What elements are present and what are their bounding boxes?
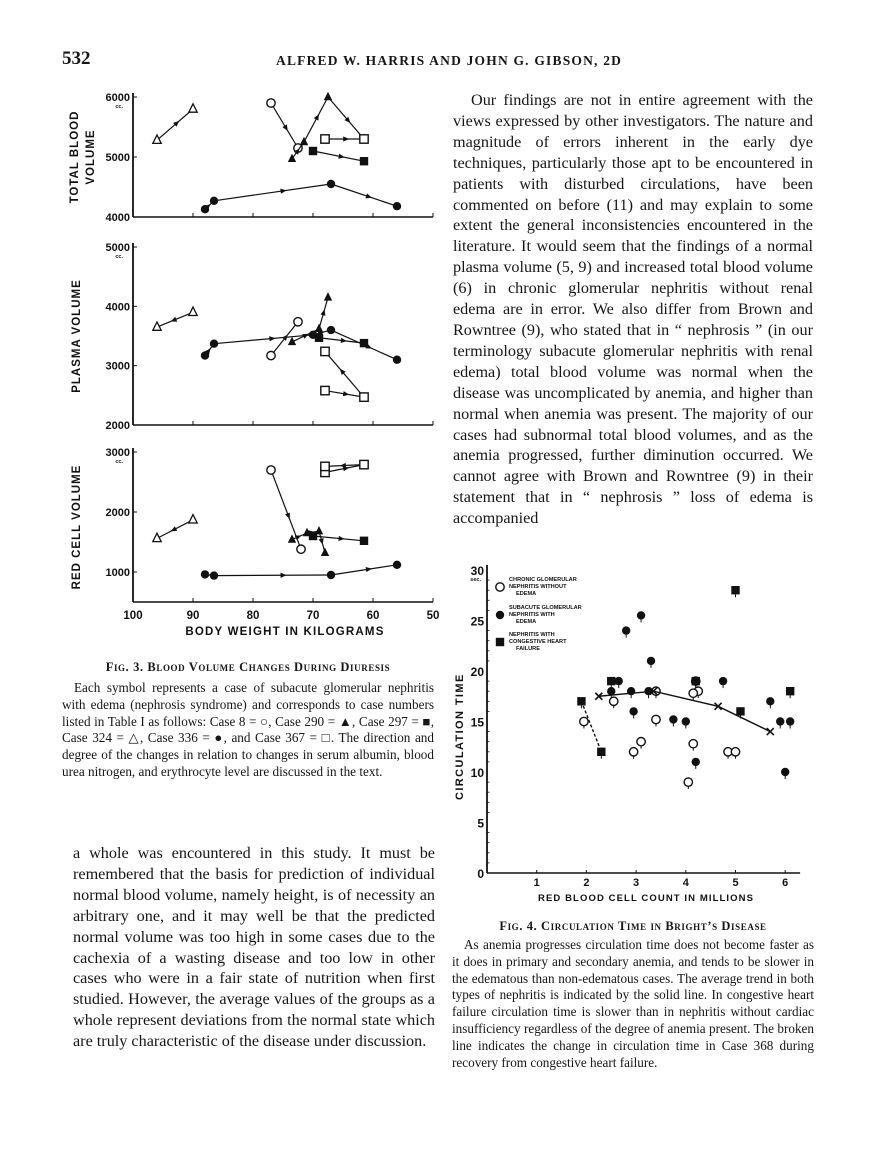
open-circle-marker [684, 778, 692, 786]
filled-circle-marker [327, 180, 335, 188]
open-circle-legend-icon [496, 583, 504, 591]
filled-circle-marker [647, 657, 655, 665]
y-tick-label: 4000 [105, 301, 130, 314]
filled-square-marker [597, 748, 605, 756]
x-tick-label: 1 [533, 877, 540, 889]
filled-square-marker [360, 537, 368, 545]
filled-square-legend-icon [496, 638, 504, 646]
open-circle-marker [294, 318, 302, 326]
direction-arrow-icon [365, 193, 372, 198]
page-number: 532 [62, 48, 91, 69]
x-tick-label: 60 [366, 610, 380, 622]
filled-circle-marker [669, 715, 677, 723]
open-square-marker [321, 386, 329, 394]
legend-label: CHRONIC GLOMERULAR [509, 577, 577, 583]
y-tick-label: 5000 [105, 242, 130, 254]
x-tick-label: 2 [583, 877, 590, 889]
series-average-trend-solid-line- [595, 688, 773, 735]
series-case-336 [201, 561, 401, 580]
filled-square-marker [736, 707, 744, 715]
series-case-367 [321, 347, 368, 401]
trend-segment [325, 351, 364, 397]
filled-circle-marker [327, 326, 335, 334]
filled-triangle-marker [315, 324, 323, 332]
direction-arrow-icon [338, 154, 344, 159]
open-triangle-marker [189, 515, 197, 523]
y-axis-label: VOLUME [85, 129, 97, 185]
figure-4-plot [440, 560, 840, 905]
filled-circle-marker [682, 717, 690, 725]
x-tick-label: 100 [123, 610, 143, 622]
filled-square-marker [309, 147, 317, 155]
filled-circle-marker [210, 197, 218, 205]
filled-triangle-marker [324, 92, 332, 100]
filled-triangle-marker [324, 292, 332, 300]
series-case-324 [153, 104, 197, 144]
direction-arrow-icon [281, 573, 287, 578]
direction-arrow-icon [280, 189, 286, 194]
y-tick-label: 20 [470, 665, 484, 679]
trend-segment [271, 103, 298, 148]
filled-circle-marker [766, 697, 774, 705]
unit-label: sec. [470, 577, 481, 583]
trend-segment [331, 565, 397, 575]
open-square-marker [321, 135, 329, 143]
legend-label: NEPHRITIS WITH [509, 632, 555, 638]
open-circle-marker [267, 466, 275, 474]
trend-segment [214, 184, 331, 201]
filled-square-marker [360, 157, 368, 165]
x-tick-label: 6 [782, 877, 789, 889]
figure-4 [440, 560, 840, 905]
open-square-marker [321, 462, 329, 470]
series-case-324 [153, 307, 197, 330]
direction-arrow-icon [340, 463, 346, 468]
filled-circle-marker [622, 626, 630, 634]
x-tick-label: 3 [633, 877, 640, 889]
y-axis-label: RED CELL VOLUME [71, 464, 83, 590]
direction-arrow-icon [343, 391, 349, 396]
trend-segment [313, 151, 364, 161]
open-circle-marker [580, 717, 588, 725]
legend-label: NEPHRITIS WITHOUT [509, 584, 567, 590]
series-case-297 [309, 147, 368, 166]
filled-circle-marker [327, 571, 335, 579]
legend-label: FAILURE [516, 646, 540, 652]
legend-label: EDEMA [516, 619, 537, 625]
open-square-marker [360, 393, 368, 401]
y-tick-label: 3000 [105, 447, 130, 459]
y-tick-label: 5 [477, 816, 484, 831]
legend-label: NEPHRITIS WITH [509, 612, 555, 618]
y-tick-label: 15 [470, 715, 484, 730]
open-circle-marker [629, 748, 637, 756]
x-tick-label: 4 [682, 877, 689, 889]
x-tick-label: 80 [246, 610, 260, 622]
filled-circle-marker [781, 768, 789, 776]
open-circle-marker [731, 748, 739, 756]
left-paragraph: a whole was encountered in this study. It must be remembered that the basis for prediction of individual normal blood volume, namely height, is of necessity an arbitrary one, and it may well be that the predicted normal volume was too high in some cases due to the cachexia of a wasting disease and too low in other cases who were in a fair state of nutrition when first studied. However, the average values of the groups as a whole represent deviations from the normal state which are truly characteristic of the disease under discussion. [73, 844, 435, 1051]
open-square-marker [360, 460, 368, 468]
fig3-panel-2 [71, 242, 433, 432]
direction-arrow-icon [366, 567, 372, 572]
open-circle-marker [610, 697, 618, 705]
y-tick-label: 1000 [105, 567, 130, 579]
filled-square-marker [731, 586, 739, 594]
running-head: ALFRED W. HARRIS AND JOHN G. GIBSON, 2D [276, 53, 623, 68]
fig4-caption-text: As anemia progresses circulation time does not become faster as it does in primary and secondary anemia, and tends to be slower in the edematous than non-edematous cases. The average trend in both types of nephritis is indicated by the solid line. In congestive heart failure circulation time is slower than in nephritis without cardiac insufficiency regardless of the degree of anemia present. The broken line indicates the change in circulation time in Case 368 during recovery from congestive heart failure. [452, 937, 814, 1070]
y-tick-label: 4000 [105, 212, 130, 224]
fig3-panel-1 [69, 92, 433, 224]
filled-circle-marker [719, 677, 727, 685]
series-case-336 [201, 180, 401, 214]
series-case-8 [267, 99, 302, 152]
x-tick-label: 90 [186, 610, 200, 622]
trend-segment [331, 184, 397, 206]
legend-item [496, 577, 577, 597]
series-case-367 [321, 135, 368, 143]
figure-3-plot [55, 80, 445, 650]
series-case-367 [321, 460, 368, 476]
filled-square-marker [360, 339, 368, 347]
legend-label: CONGESTIVE HEART [509, 639, 567, 645]
filled-circle-marker [786, 717, 794, 725]
fig4-legend [496, 577, 582, 652]
filled-circle-marker [201, 205, 209, 213]
filled-square-marker [786, 687, 794, 695]
fig4-caption [452, 937, 814, 1071]
direction-arrow-icon [343, 136, 349, 141]
unit-label: cc. [115, 104, 123, 110]
legend-label: EDEMA [516, 591, 537, 597]
x-tick-label: 5 [732, 877, 739, 889]
series-case-297 [315, 334, 368, 348]
y-tick-label: 2000 [105, 507, 130, 519]
x-axis-label: RED BLOOD CELL COUNT IN MILLIONS [538, 893, 755, 904]
filled-square-marker [315, 334, 323, 342]
open-circle-marker [689, 689, 697, 697]
x-axis-label: BODY WEIGHT IN KILOGRAMS [185, 626, 385, 638]
y-tick-label: 0 [477, 867, 484, 881]
figure-3 [55, 80, 445, 650]
filled-circle-marker [637, 611, 645, 619]
x-tick-label: 50 [426, 610, 440, 622]
direction-arrow-icon [320, 309, 325, 315]
filled-circle-marker [393, 202, 401, 210]
filled-circle-marker [201, 570, 209, 578]
fig3-caption [62, 680, 434, 781]
filled-circle-marker [393, 356, 401, 364]
x-tick-label: 70 [306, 610, 320, 622]
open-square-marker [360, 135, 368, 143]
open-circle-marker [652, 715, 660, 723]
y-tick-label: 3000 [105, 360, 130, 373]
open-circle-marker [689, 740, 697, 748]
y-tick-label: 5000 [105, 152, 130, 164]
filled-circle-marker [210, 571, 218, 579]
filled-triangle-marker [300, 137, 308, 145]
y-axis-label: PLASMA VOLUME [71, 279, 83, 393]
legend-item [496, 632, 567, 652]
fig4-title: Fig. 4. Circulation Time in Bright’s Disease [499, 919, 767, 933]
open-circle-marker [267, 351, 275, 359]
filled-circle-marker [629, 707, 637, 715]
series-case-324 [153, 515, 197, 542]
filled-square-marker [607, 677, 615, 685]
trend-segment [328, 97, 364, 139]
unit-label: cc. [115, 459, 123, 465]
series-nephritis-with-congestive-heart-failure [577, 586, 794, 759]
open-triangle-marker [153, 135, 161, 143]
open-circle-marker [297, 545, 305, 553]
fig3-title: Fig. 3. Blood Volume Changes During Diuresis [105, 660, 391, 674]
filled-circle-marker [201, 351, 209, 359]
filled-circle-marker [615, 677, 623, 685]
y-axis-label: TOTAL BLOOD [69, 110, 81, 204]
filled-circle-legend-icon [496, 611, 504, 619]
y-tick-label: 10 [470, 766, 484, 780]
open-circle-marker [637, 738, 645, 746]
fig3-panel-3 [71, 447, 439, 638]
filled-square-marker [309, 532, 317, 540]
legend-item [496, 605, 582, 625]
legend-label: SUBACUTE GLOMERULAR [509, 605, 582, 611]
right-paragraph: Our findings are not in entire agreement with the views expressed by other investigators. The nature and magnitude of errors inherent in the early dye techniques, particularly those apt to be encountered in patients with disturbed circulations, have been commented on before (11) and may explain to some extent the general inconsistencies encountered in the literature. It would seem that the findings of a normal plasma volume (5, 9) and increased total blood volume (6) in chronic glomerular nephritis without renal edema are in error. We also differ from Brown and Rowntree (9), who stated that in “ nephrosis ” (in our terminology subacute glomerular nephritis with renal edema) total blood volume was normal when the disease was uncomplicated by anemia, and higher than normal when anemia was present. The majority of our cases had subnormal total blood volumes, and as the anemia progressed, further diminution occurred. We cannot agree with Brown and Rowntree (9) in their statement that in “ nephrosis ” loss of edema is accompanied [453, 91, 813, 528]
filled-circle-marker [210, 340, 218, 348]
open-triangle-marker [189, 307, 197, 315]
left-column-text [73, 843, 435, 1052]
y-tick-label: 30 [470, 564, 484, 578]
fig4-plot-area [454, 564, 800, 904]
series-case-8 [267, 466, 305, 554]
right-column-text [453, 90, 813, 529]
open-square-marker [321, 347, 329, 355]
filled-circle-marker [776, 717, 784, 725]
y-tick-label: 6000 [105, 92, 130, 104]
filled-square-marker [692, 677, 700, 685]
trend-segment [214, 575, 331, 576]
filled-circle-marker [692, 758, 700, 766]
y-tick-label: 25 [470, 614, 484, 629]
open-triangle-marker [189, 104, 197, 112]
series-chronic-glomerular-nephritis-without-edema [580, 677, 740, 789]
filled-triangle-marker [321, 548, 329, 556]
y-tick-label: 2000 [105, 420, 130, 432]
unit-label: cc. [115, 254, 123, 260]
direction-arrow-icon [285, 513, 290, 520]
y-axis-label: CIRCULATION TIME [454, 673, 466, 800]
open-circle-marker [267, 99, 275, 107]
series-case-336 [201, 326, 401, 364]
filled-circle-marker [393, 561, 401, 569]
fig3-caption-text: Each symbol represents a case of subacute glomerular nephritis with edema (nephrosis syndrome) and corresponds to case numbers listed in Table I as follows: Case 8 = ○, Case 290 = ▲, Case 297 = ■, Case 324 = △, Case 336 = ●, and Case 367 = □. The direction and degree of the changes in relation to changes in serum albumin, blood urea nitrogen, and erythrocyte level are discussed in the text. [62, 680, 434, 779]
